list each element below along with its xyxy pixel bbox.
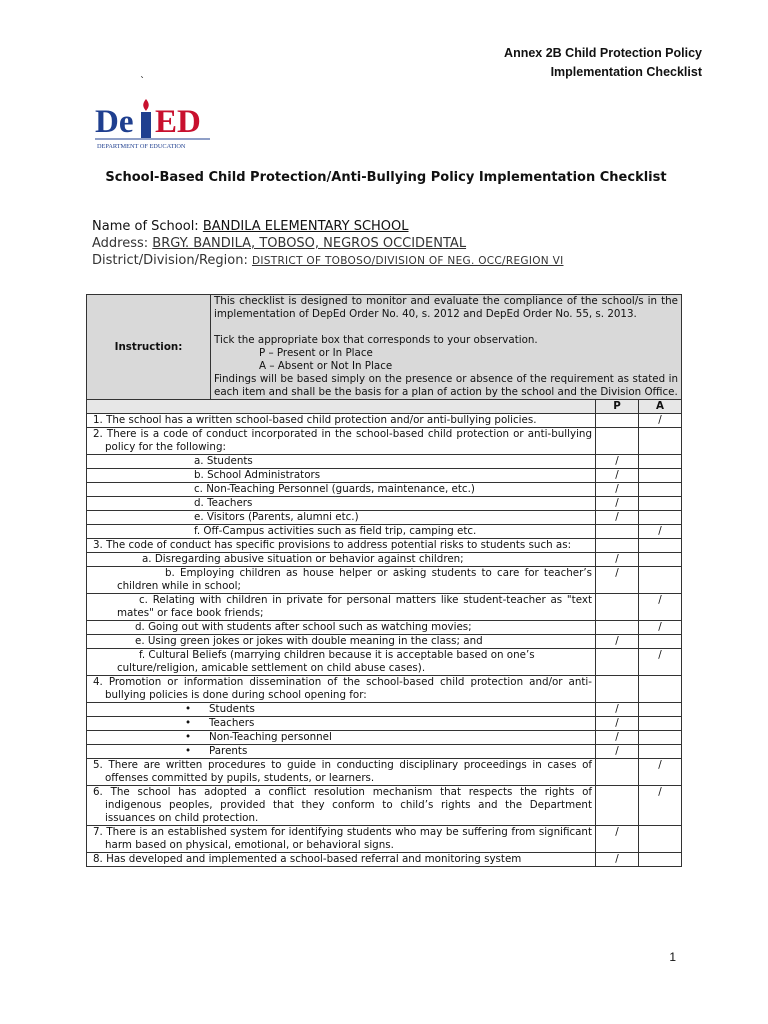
- subitem-text: a. Disregarding abusive situation or behavior against children;: [87, 553, 596, 567]
- column-header-row: [87, 400, 682, 414]
- annex-header: [504, 44, 702, 82]
- subitem-row: [87, 511, 682, 525]
- absent-cell[interactable]: [639, 703, 682, 717]
- option-absent: A – Absent or Not In Place: [259, 360, 393, 372]
- stray-mark: `: [140, 76, 145, 87]
- option-present: P – Present or In Place: [259, 347, 373, 359]
- present-cell[interactable]: /: [596, 455, 639, 469]
- bullet-row: [87, 745, 682, 759]
- subitem-text: f. Cultural Beliefs (marrying children because it is acceptable based on one’s culture/religion, amicable settlement on child abuse cases).: [87, 649, 596, 676]
- item-row: [87, 759, 682, 786]
- absent-cell[interactable]: [639, 745, 682, 759]
- subitem-row: [87, 649, 682, 676]
- logo-text-de: De: [95, 104, 134, 140]
- absent-cell[interactable]: [639, 483, 682, 497]
- absent-cell[interactable]: /: [639, 786, 682, 826]
- item-row: [87, 786, 682, 826]
- present-cell[interactable]: /: [596, 635, 639, 649]
- absent-cell[interactable]: /: [639, 649, 682, 676]
- district-label: District/Division/Region:: [92, 253, 248, 268]
- absent-cell[interactable]: [639, 469, 682, 483]
- present-cell[interactable]: [596, 525, 639, 539]
- bullet-icon: •: [185, 745, 192, 757]
- present-cell[interactable]: /: [596, 745, 639, 759]
- header-blank: [87, 400, 596, 414]
- present-cell[interactable]: /: [596, 469, 639, 483]
- absent-cell[interactable]: /: [639, 414, 682, 428]
- school-info: [92, 218, 563, 270]
- absent-cell[interactable]: [639, 511, 682, 525]
- item-text: 4. Promotion or information dissemination of the school-based child protection and/or anti-bullying policies is done during school opening for:: [87, 676, 596, 703]
- present-cell[interactable]: /: [596, 717, 639, 731]
- subitem-row: [87, 635, 682, 649]
- subitem-text: b. Employing children as house helper or asking students to care for teacher’s children while in school;: [87, 567, 596, 594]
- item-text: 6. The school has adopted a conflict resolution mechanism that respects the rights of indigenous peoples, provided that they conform to child’s rights and the Department issuances on child protection.: [87, 786, 596, 826]
- column-p-header: P: [596, 400, 639, 414]
- subitem-row: [87, 594, 682, 621]
- subitem-row: [87, 455, 682, 469]
- page-number: 1: [669, 950, 676, 964]
- absent-cell[interactable]: [639, 717, 682, 731]
- absent-cell[interactable]: /: [639, 621, 682, 635]
- absent-cell[interactable]: /: [639, 594, 682, 621]
- subitem-text: c. Relating with children in private for personal matters like student-teacher as "text mates" or face book friends;: [87, 594, 596, 621]
- instruction-para-1: This checklist is designed to monitor and evaluate the compliance of the school/s in the implementation of DepEd Order No. 40, s. 2012 and DepEd Order No. 55, s. 2013.: [214, 295, 679, 320]
- present-cell[interactable]: [596, 539, 639, 553]
- present-cell[interactable]: [596, 649, 639, 676]
- column-a-header: A: [639, 400, 682, 414]
- item-text: 7. There is an established system for identifying students who may be suffering from significant harm based on physical, emotional, or behavioral signs.: [87, 826, 596, 853]
- instruction-row: [87, 295, 682, 400]
- address-value: BRGY. BANDILA, TOBOSO, NEGROS OCCIDENTAL: [152, 236, 467, 251]
- subitem-text: f. Off-Campus activities such as field trip, camping etc.: [87, 525, 596, 539]
- bullet-row: [87, 703, 682, 717]
- present-cell[interactable]: [596, 759, 639, 786]
- absent-cell[interactable]: [639, 676, 682, 703]
- subitem-row: [87, 567, 682, 594]
- bullet-icon: •: [185, 703, 192, 715]
- subitem-text: d. Going out with students after school such as watching movies;: [87, 621, 596, 635]
- subitem-text: e. Visitors (Parents, alumni etc.): [87, 511, 596, 525]
- bullet-text: Non-Teaching personnel: [209, 731, 332, 743]
- subitem-row: [87, 497, 682, 511]
- present-cell[interactable]: [596, 428, 639, 455]
- absent-cell[interactable]: [639, 497, 682, 511]
- present-cell[interactable]: [596, 414, 639, 428]
- document-title: School-Based Child Protection/Anti-Bullying Policy Implementation Checklist: [105, 170, 667, 185]
- present-cell[interactable]: /: [596, 853, 639, 867]
- present-cell[interactable]: /: [596, 703, 639, 717]
- bullet-icon: •: [185, 717, 192, 729]
- present-cell[interactable]: /: [596, 567, 639, 594]
- present-cell[interactable]: /: [596, 483, 639, 497]
- item-row: [87, 428, 682, 455]
- bullet-item: [87, 731, 596, 745]
- item-row: [87, 676, 682, 703]
- item-text: 2. There is a code of conduct incorporated in the school-based child protection or anti-bullying policy for the following:: [87, 428, 596, 455]
- subitem-row: [87, 483, 682, 497]
- present-cell[interactable]: /: [596, 553, 639, 567]
- present-cell[interactable]: /: [596, 826, 639, 853]
- item-row: [87, 414, 682, 428]
- item-row: [87, 826, 682, 853]
- bullet-item: [87, 703, 596, 717]
- school-name-label: Name of School:: [92, 219, 199, 234]
- bullet-text: Teachers: [209, 717, 255, 729]
- bullet-row: [87, 717, 682, 731]
- subitem-text: c. Non-Teaching Personnel (guards, maintenance, etc.): [87, 483, 596, 497]
- district-value: DISTRICT OF TOBOSO/DIVISION OF NEG. OCC/REGION VI: [251, 255, 564, 267]
- address-label: Address:: [92, 236, 149, 251]
- logo-subtext: DEPARTMENT OF EDUCATION: [97, 143, 186, 150]
- absent-cell[interactable]: [639, 455, 682, 469]
- present-cell[interactable]: /: [596, 511, 639, 525]
- present-cell[interactable]: /: [596, 497, 639, 511]
- present-cell[interactable]: [596, 594, 639, 621]
- deped-logo: [95, 96, 210, 156]
- instruction-para-3: Findings will be based simply on the presence or absence of the requirement as stated in each item and shall be the basis for a plan of action by the school and the Division Office.: [214, 373, 679, 398]
- bullet-text: Students: [209, 703, 255, 715]
- item-text: 5. There are written procedures to guide in conducting disciplinary proceedings in cases of offenses committed by pupils, students, or learners.: [87, 759, 596, 786]
- subitem-text: d. Teachers: [87, 497, 596, 511]
- present-cell[interactable]: [596, 621, 639, 635]
- logo-text-ed: ED: [155, 104, 201, 140]
- subitem-row: [87, 553, 682, 567]
- absent-cell[interactable]: [639, 539, 682, 553]
- item-row: [87, 539, 682, 553]
- annex-line-2: Implementation Checklist: [550, 65, 702, 79]
- item-text: 1. The school has a written school-based child protection and/or anti-bullying policies.: [87, 414, 596, 428]
- absent-cell[interactable]: [639, 731, 682, 745]
- school-name-value: BANDILA ELEMENTARY SCHOOL: [202, 219, 409, 234]
- item-text: 3. The code of conduct has specific provisions to address potential risks to students such as:: [87, 539, 596, 553]
- checklist-table: [86, 294, 682, 867]
- subitem-row: [87, 621, 682, 635]
- annex-line-1: Annex 2B Child Protection Policy: [504, 46, 702, 60]
- subitem-text: e. Using green jokes or jokes with double meaning in the class; and: [87, 635, 596, 649]
- subitem-row: [87, 469, 682, 483]
- item-row: [87, 853, 682, 867]
- instruction-text: [211, 295, 682, 400]
- item-text: 8. Has developed and implemented a school-based referral and monitoring system: [87, 853, 596, 867]
- absent-cell[interactable]: [639, 853, 682, 867]
- bullet-row: [87, 731, 682, 745]
- absent-cell[interactable]: [639, 826, 682, 853]
- absent-cell[interactable]: [639, 635, 682, 649]
- absent-cell[interactable]: [639, 553, 682, 567]
- present-cell[interactable]: [596, 786, 639, 826]
- absent-cell[interactable]: /: [639, 759, 682, 786]
- instruction-para-2: Tick the appropriate box that corresponds to your observation.: [214, 334, 538, 346]
- present-cell[interactable]: /: [596, 731, 639, 745]
- subitem-text: b. School Administrators: [87, 469, 596, 483]
- bullet-item: [87, 745, 596, 759]
- absent-cell[interactable]: /: [639, 525, 682, 539]
- present-cell[interactable]: [596, 676, 639, 703]
- bullet-item: [87, 717, 596, 731]
- subitem-row: [87, 525, 682, 539]
- bullet-text: Parents: [209, 745, 248, 757]
- torch-flame-icon: [143, 99, 148, 111]
- bullet-icon: •: [185, 731, 192, 743]
- absent-cell[interactable]: [639, 567, 682, 594]
- instruction-label: Instruction:: [87, 295, 211, 400]
- subitem-text: a. Students: [87, 455, 596, 469]
- absent-cell[interactable]: [639, 428, 682, 455]
